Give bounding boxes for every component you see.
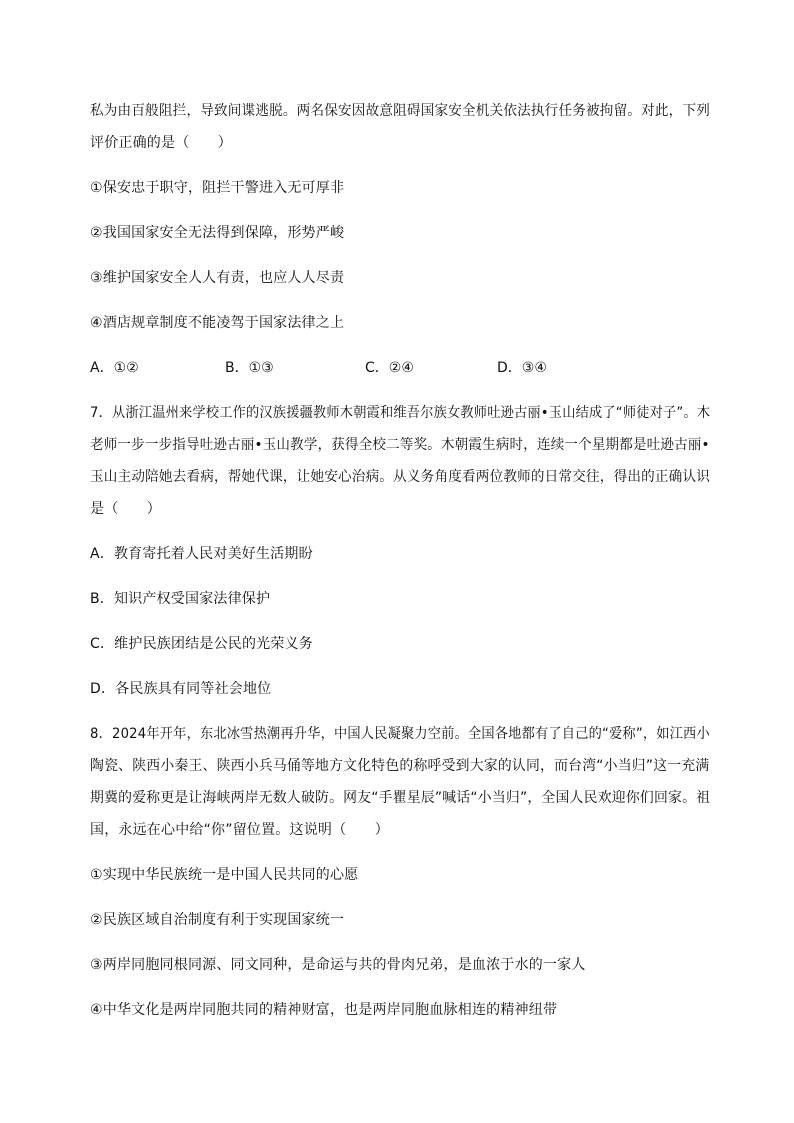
q8-stem-line-3: 期冀的爱称更是让海峡两岸无数人破防。网友“手瞿星辰”喊话“小当归”，全国人民欢迎你们回家。祖 [90,790,711,806]
q8-item-2: ②民族区域自治制度有利于实现国家统一 [90,912,345,928]
q6-stem-line-1: 私为由百般阻拦，导致间谍逃脱。两名保安因故意阻碍国家安全机关依法执行任务被拘留。对此，下列 [90,103,711,119]
q8-stem-line-4: 国，永远在心中给“你”留位置。这说明（ ） [90,822,389,838]
q6-option-c: C．②④ [365,360,414,376]
q8-item-4: ④中华文化是两岸同胞共同的精神财富，也是两岸同胞血脉相连的精神纽带 [90,1002,558,1018]
q7-option-d: D．各民族具有同等社会地位 [90,681,272,697]
q8-item-1: ①实现中华民族统一是中国人民共同的心愿 [90,867,359,883]
q7-stem-line-4: 是（ ） [90,501,161,517]
q7-option-a: A．教育寄托着人民对美好生活期盼 [90,546,313,562]
q6-option-a: A．①② [90,360,139,376]
q7-option-b: B．知识产权受国家法律保护 [90,591,271,607]
q8-item-3: ③两岸同胞同根同源、同文同种，是命运与共的骨肉兄弟，是血浓于水的一家人 [90,957,586,973]
q6-item-2: ②我国国家安全无法得到保障，形势严峻 [90,225,345,241]
q7-stem-line-1: 7．从浙江温州来学校工作的汉族援疆教师木朝霞和维吾尔族女教师吐逊古丽•玉山结成了“师徒对子”。木 [90,405,711,421]
q6-item-3: ③维护国家安全人人有责，也应人人尽责 [90,270,345,286]
q8-stem-line-2: 陶瓷、陕西小秦王、陕西小兵马俑等地方文化特色的称呼受到大家的认同，而台湾“小当归”这一充满 [90,758,710,774]
q6-options [90,358,710,378]
q6-item-1: ①保安忠于职守，阻拦干警进入无可厚非 [90,180,345,196]
q6-item-4: ④酒店规章制度不能凌驾于国家法律之上 [90,315,345,331]
q7-option-c: C．维护民族团结是公民的光荣义务 [90,636,313,652]
q6-stem-line-2: 评价正确的是（ ） [90,135,232,151]
q6-option-d: D．③④ [497,360,547,376]
q7-stem-line-2: 老师一步一步指导吐逊古丽•玉山教学，获得全校二等奖。木朝霞生病时，连续一个星期都是吐逊古丽• [90,437,710,453]
q7-stem-line-3: 玉山主动陪她去看病，帮她代课，让她安心治病。从义务角度看两位教师的日常交往，得出的正确认识 [90,469,711,485]
q8-stem-line-1: 8．2024年开年，东北冰雪热潮再升华，中国人民凝聚力空前。全国各地都有了自己的“爱称”，如江西小 [90,726,710,742]
q6-option-b: B．①③ [225,360,274,376]
